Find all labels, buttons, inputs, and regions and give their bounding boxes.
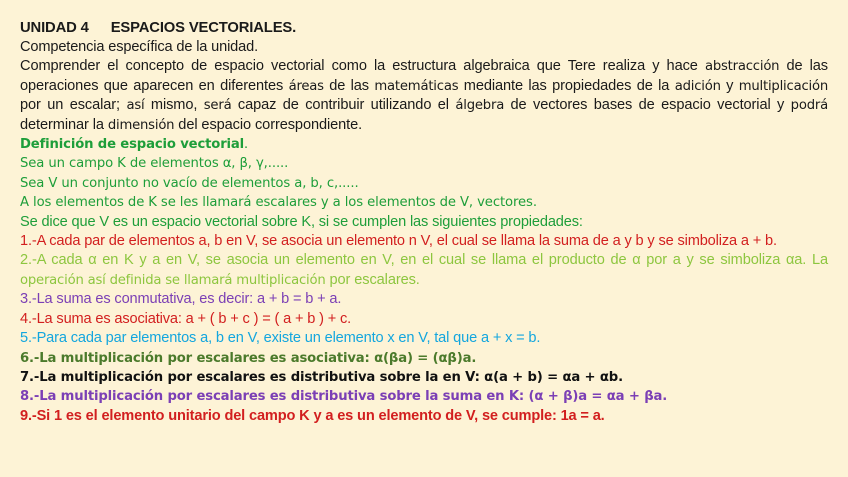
property-7: 7.-La multiplicación por escalares es distributiva sobre la en V: α(a + b) = αa + αb. bbox=[20, 369, 623, 385]
definition-line-properties-intro: Se dice que V es un espacio vectorial sobre K, si se cumplen las siguientes propiedades: bbox=[20, 213, 583, 230]
property-5: 5.-Para cada par elementos a, b en V, existe un elemento x en V, tal que a + x = b. bbox=[20, 330, 541, 347]
definition-line-set: Sea V un conjunto no vacío de elementos a, b, c,..... bbox=[20, 175, 359, 191]
competence-label: Competencia específica de la unidad. bbox=[20, 39, 258, 55]
definition-line-naming: A los elementos de K se les llamará escalares y a los elementos de V, vectores. bbox=[20, 195, 537, 211]
unit-topic: ESPACIOS VECTORIALES. bbox=[110, 20, 297, 36]
unit-title bbox=[20, 18, 828, 38]
property-6: 6.-La multiplicación por escalares es asociativa: α(βa) = (αβ)a. bbox=[20, 350, 477, 366]
definition-heading: Definición de espacio vectorial. bbox=[20, 136, 248, 153]
property-2: 2.-A cada α en K y a en V, se asocia un elemento en V, en el cual se llama el producto de α por a y se simboliza αa. La operación así definida se llamará multiplicación por escalares. bbox=[20, 252, 828, 288]
property-3: 3.-La suma es conmutativa, es decir: a + b = b + a. bbox=[20, 291, 342, 308]
property-4: 4.-La suma es asociativa: a + ( b + c ) = ( a + b ) + c. bbox=[20, 310, 352, 327]
property-1: 1.-A cada par de elementos a, b en V, se asocia un elemento n V, el cual se llama la suma de a y b y se simboliza a + b. bbox=[20, 233, 777, 250]
unit-number: UNIDAD 4 bbox=[20, 20, 89, 36]
definition-line-field: Sea un campo K de elementos α, β, γ,..... bbox=[20, 156, 289, 172]
competence-paragraph: Comprender el concepto de espacio vectorial como la estructura algebraica que Tere realiza y hace abstracción de las operaciones que aparecen en diferentes áreas de las matemáticas mediante las propiedades de la adición y multiplicación por un escalar; así mismo, será capaz de contribuir utilizando el álgebra de vectores bases de espacio vectorial y podrá determinar la dimensión del espacio correspondiente. bbox=[20, 58, 828, 133]
property-8: 8.-La multiplicación por escalares es distributiva sobre la suma en K: (α + β)a = αa + βa. bbox=[20, 389, 668, 405]
property-9: 9.-Si 1 es el elemento unitario del campo K y a es un elemento de V, se cumple: 1a = a. bbox=[20, 407, 605, 424]
